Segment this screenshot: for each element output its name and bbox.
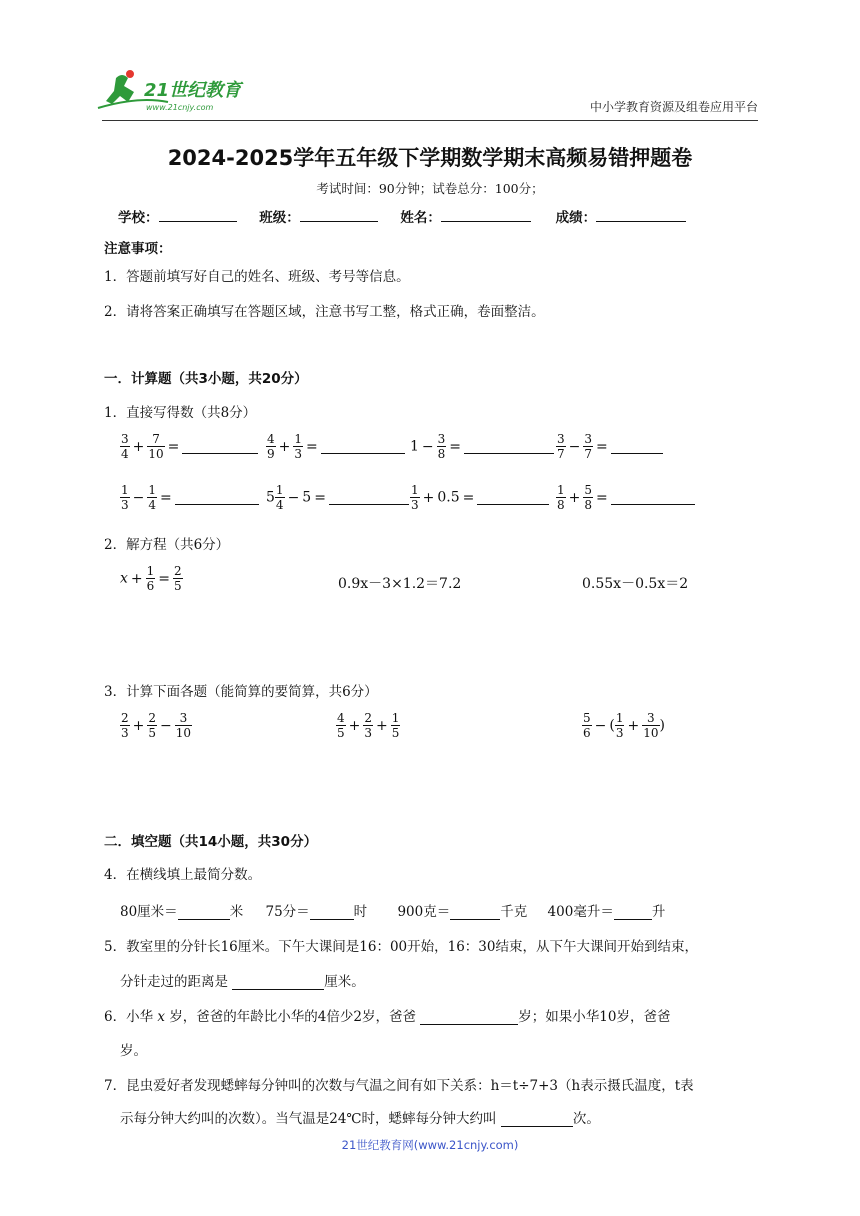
class-label: 班级： (259, 210, 300, 226)
notice-item-2: 2．请将答案正确填写在答题区域，注意书写工整，格式正确，卷面整洁。 (104, 304, 545, 320)
answer-blank[interactable] (611, 490, 695, 505)
question-5-line-1: 5．教室里的分针长16厘米。下午大课间是16：00开始，16：30结束，从下午大课间开始到结束， (104, 939, 698, 955)
question-6-line-1: 6．小华 x 岁，爸爸的年龄比小华的4倍少2岁，爸爸 岁；如果小华10岁，爸爸 (104, 1009, 671, 1025)
class-field[interactable] (300, 207, 378, 222)
question-4: 4．在横线填上最简分数。 (104, 867, 262, 883)
answer-blank[interactable] (178, 905, 230, 920)
question-3: 3．计算下面各题（能简算的要简算，共6分） (104, 684, 378, 700)
answer-blank[interactable] (450, 905, 500, 920)
header-divider (102, 120, 758, 121)
school-label: 学校： (118, 210, 159, 226)
q1-item-6: 5 $\frac{1}{4}$ − 5 = (266, 483, 409, 512)
q2-equation-1: x + $\frac{1}{6}$ = $\frac{2}{5}$ (120, 564, 182, 593)
q2-equation-3: 0.55x－0.5x＝2 (582, 576, 689, 592)
answer-blank[interactable] (501, 1112, 573, 1127)
answer-blank[interactable] (175, 490, 259, 505)
q1-item-4: $\frac{3}{7}$ − $\frac{3}{7}$ = (556, 432, 663, 461)
answer-blank[interactable] (611, 439, 663, 454)
answer-blank[interactable] (464, 439, 554, 454)
exam-meta: 考试时间：90分钟；试卷总分：100分； (316, 181, 544, 196)
q1-item-7: $\frac{1}{3}$ + 0.5 = (410, 483, 549, 512)
school-field[interactable] (159, 207, 237, 222)
q4-conversions: 80厘米＝ 米 75分＝ 时 900克＝ 千克 400毫升＝ 升 (120, 904, 666, 920)
answer-blank[interactable] (182, 439, 258, 454)
section-2-heading: 二．填空题（共14小题，共30分） (104, 834, 318, 850)
platform-name: 中小学教育资源及组卷应用平台 (589, 100, 758, 114)
answer-blank[interactable] (614, 905, 652, 920)
student-info-row (118, 206, 686, 226)
question-1: 1．直接写得数（共8分） (104, 405, 257, 421)
question-6-line-2: 岁。 (120, 1043, 147, 1059)
score-label: 成绩： (555, 210, 597, 226)
site-logo (96, 68, 266, 116)
answer-blank[interactable] (420, 1010, 518, 1025)
q2-equation-2: 0.9x－3×1.2＝7.2 (338, 576, 462, 592)
question-7-line-2: 示每分钟大约叫的次数）。当气温是24℃时，蟋蟀每分钟大约叫 次。 (120, 1111, 600, 1127)
section-1-heading: 一．计算题（共3小题，共20分） (104, 371, 308, 387)
question-2: 2．解方程（共6分） (104, 537, 230, 553)
answer-blank[interactable] (477, 490, 549, 505)
logo-text: 21世纪教育 (144, 80, 242, 101)
logo-url: www.21cnjy.com (146, 103, 214, 112)
q3-expression-2: $\frac{4}{5}$ + $\frac{2}{3}$ + $\frac{1}{5}$ (337, 711, 400, 740)
answer-blank[interactable] (321, 439, 405, 454)
notice-item-1: 1．答题前填写好自己的姓名、班级、考号等信息。 (104, 269, 410, 285)
answer-blank[interactable] (310, 905, 354, 920)
q1-item-5: $\frac{1}{3}$ − $\frac{1}{4}$ = (120, 483, 259, 512)
name-label: 姓名： (400, 210, 441, 226)
footer-link[interactable]: 21世纪教育网(www.21cnjy.com) (341, 1138, 519, 1152)
answer-blank[interactable] (329, 490, 409, 505)
q1-item-8: $\frac{1}{8}$ + $\frac{5}{8}$ = (556, 483, 695, 512)
page-title: 2024-2025学年五年级下学期数学期末高频易错押题卷 (167, 146, 693, 170)
notice-heading: 注意事项： (104, 241, 172, 257)
question-5-line-2: 分针走过的距离是 厘米。 (120, 974, 365, 990)
runner-icon (106, 75, 134, 104)
q1-item-2: $\frac{4}{9}$ + $\frac{1}{3}$ = (266, 432, 405, 461)
q3-expression-3: $\frac{5}{6}$ − ( $\frac{1}{3}$ + $\frac{3}{10}$ ) (583, 711, 665, 740)
q3-expression-1: $\frac{2}{3}$ + $\frac{2}{5}$ − $\frac{3}{10}$ (121, 711, 192, 740)
q1-item-1: $\frac{3}{4}$ + $\frac{7}{10}$ = (120, 432, 258, 461)
answer-blank[interactable] (232, 975, 324, 990)
question-7-line-1: 7．昆虫爱好者发现蟋蟀每分钟叫的次数与气温之间有如下关系：h＝t÷7+3（h表示摄氏温度，t表 (104, 1078, 694, 1094)
q1-item-3: 1 − $\frac{3}{8}$ = (410, 432, 554, 461)
name-field[interactable] (441, 207, 531, 222)
score-field[interactable] (596, 207, 686, 222)
